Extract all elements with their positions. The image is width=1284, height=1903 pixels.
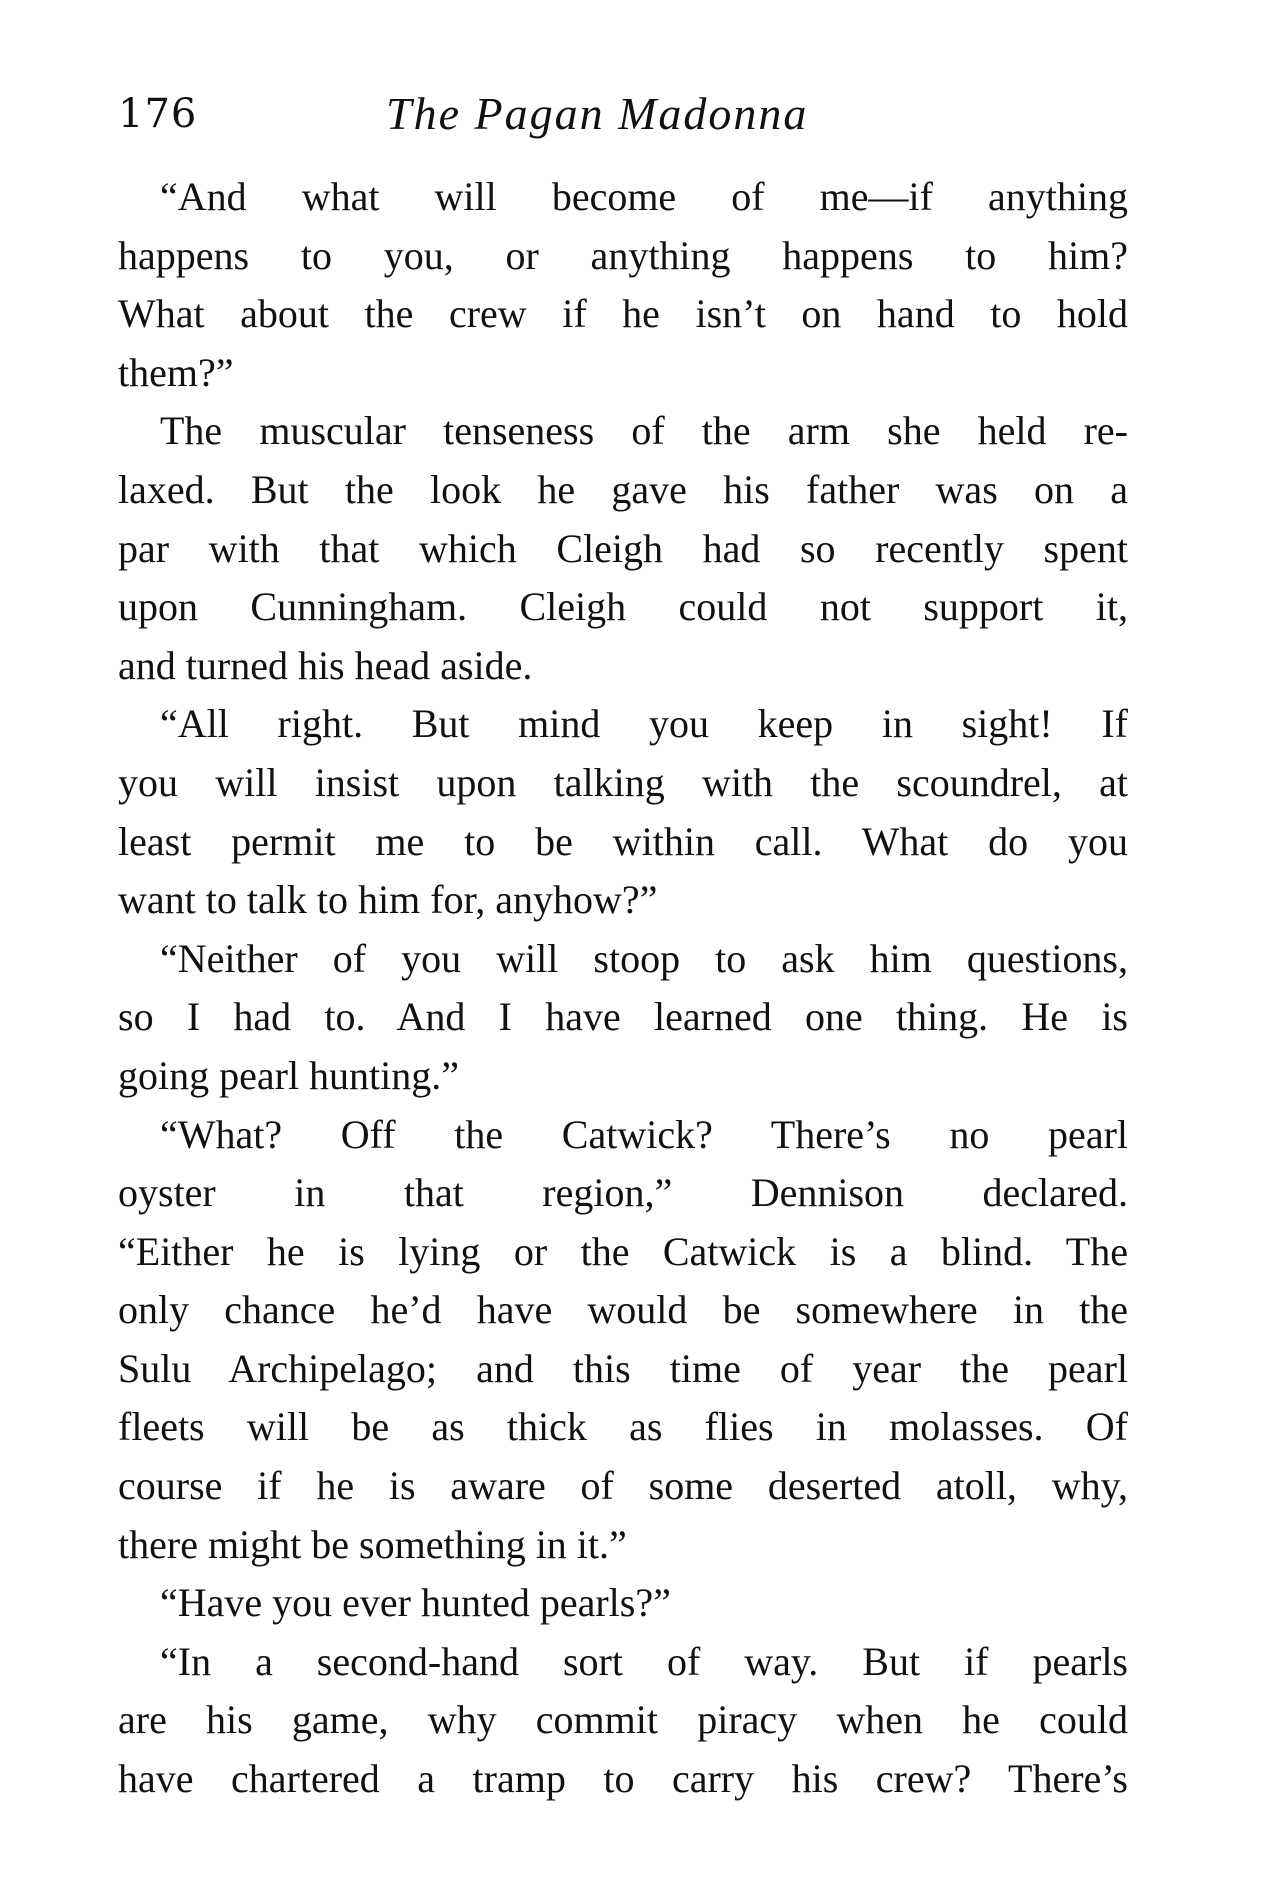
text-line: “Neither of you will stoop to ask him questions, [160,935,1128,981]
page-header [118,84,1128,144]
text-line: course if he is aware of some deserted atoll, why, [118,1463,1128,1509]
text-line: them?” [118,349,234,395]
text-line: happens to you, or anything happens to him? [118,232,1128,278]
text-line: have chartered a tramp to carry his crew? There’s [118,1756,1128,1802]
text-line: oyster in that region,” Dennison declared. [118,1170,1128,1216]
text-line: “In a second-hand sort of way. But if pearls [160,1638,1128,1684]
text-line: “Either he is lying or the Catwick is a blind. The [118,1228,1128,1274]
running-title: The Pagan Madonna [386,88,809,139]
text-line: “And what will become of me—if anything [160,174,1128,219]
text-line: “Have you ever hunted pearls?” [160,1580,671,1626]
text-line: want to talk to him for, anyhow?” [118,877,658,923]
text-line: least permit me to be within call. What do you [118,818,1128,864]
text-line: are his game, why commit piracy when he could [118,1697,1128,1743]
text-line: laxed. But the look he gave his father was on a [118,466,1128,512]
text-line: only chance he’d have would be somewhere in the [118,1287,1128,1333]
body-text [118,168,1128,1809]
text-line: “What? Off the Catwick? There’s no pearl [160,1111,1128,1157]
text-line: upon Cunningham. Cleigh could not support it, [118,584,1128,630]
text-line: fleets will be as thick as flies in molasses. Of [118,1404,1128,1450]
text-line: The muscular tenseness of the arm she held re- [160,408,1128,454]
text-line: you will insist upon talking with the scoundrel, at [118,759,1128,805]
text-line: par with that which Cleigh had so recently spent [118,525,1128,571]
text-line: going pearl hunting.” [118,1052,460,1098]
text-line: so I had to. And I have learned one thing. He is [118,994,1128,1040]
text-line: Sulu Archipelago; and this time of year the pearl [118,1345,1128,1391]
text-line: and turned his head aside. [118,642,533,688]
text-line: What about the crew if he isn’t on hand to hold [118,291,1128,337]
text-line: there might be something in it.” [118,1521,627,1567]
page-number: 176 [118,91,198,137]
text-line: “All right. But mind you keep in sight! If [160,701,1128,747]
